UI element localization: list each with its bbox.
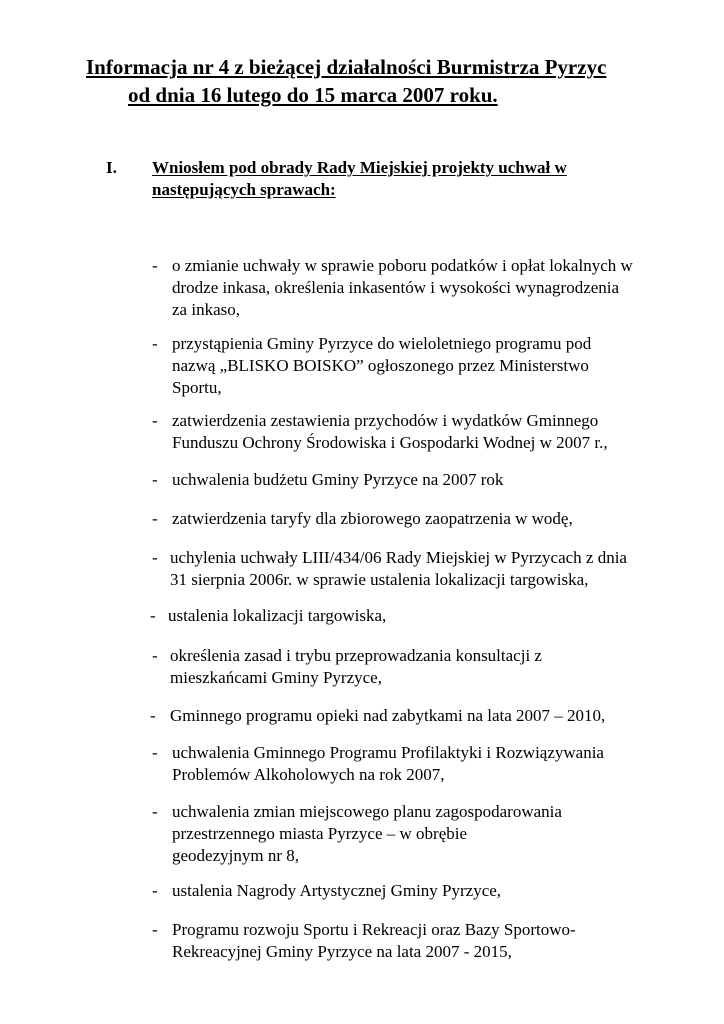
list-item-text bbox=[172, 255, 633, 321]
list-item-line: ustalenia Nagrody Artystycznej Gminy Pyrzyce, bbox=[172, 881, 502, 900]
list-item-line: uchylenia uchwały LIII/434/06 Rady Miejskiej w Pyrzycach z dnia bbox=[170, 548, 627, 567]
list-item-text bbox=[172, 880, 501, 902]
list-item-text bbox=[168, 605, 386, 627]
list-item-line: Problemów Alkoholowych na rok 2007, bbox=[172, 765, 445, 784]
list-item-line: uchwalenia budżetu Gminy Pyrzyce na 2007 rok bbox=[172, 470, 504, 489]
list-item-line: zatwierdzenia zestawienia przychodów i wydatków Gminnego bbox=[172, 411, 599, 430]
list-item-line: uchwalenia Gminnego Programu Profilaktyki i Rozwiązywania bbox=[172, 743, 604, 762]
document-title bbox=[86, 53, 686, 109]
list-dash: - bbox=[152, 743, 158, 762]
list-item-text bbox=[172, 742, 604, 786]
list-item-text bbox=[172, 333, 591, 399]
title-line-2: od dnia 16 lutego do 15 marca 2007 roku. bbox=[128, 83, 498, 107]
list-item-line: za inkaso, bbox=[172, 300, 240, 319]
list-item-text bbox=[170, 547, 627, 591]
list-item-text bbox=[172, 410, 608, 454]
list-item-line: przestrzennego miasta Pyrzyce – w obrębie bbox=[172, 824, 468, 843]
list-dash: - bbox=[152, 548, 158, 567]
list-item-text bbox=[170, 645, 542, 689]
list-dash: - bbox=[152, 802, 158, 821]
list-item-line: określenia zasad i trybu przeprowadzania konsultacji z bbox=[170, 646, 542, 665]
section-heading bbox=[152, 157, 652, 201]
list-item-line: 31 sierpnia 2006r. w sprawie ustalenia lokalizacji targowiska, bbox=[170, 570, 589, 589]
list-item-line: geodezyjnym nr 8, bbox=[172, 846, 299, 865]
title-line-1: Informacja nr 4 z bieżącej działalności Burmistrza Pyrzyc bbox=[86, 55, 607, 79]
list-item-text bbox=[172, 919, 576, 963]
list-item-line: uchwalenia zmian miejscowego planu zagospodarowania bbox=[172, 802, 562, 821]
list-item-text bbox=[172, 469, 503, 491]
list-item-line: zatwierdzenia taryfy dla zbiorowego zaopatrzenia w wodę, bbox=[172, 509, 573, 528]
list-dash: - bbox=[150, 706, 156, 725]
list-dash: - bbox=[152, 334, 158, 353]
list-item-line: drodze inkasa, określenia inkasentów i wysokości wynagrodzenia bbox=[172, 278, 620, 297]
list-item-line: Funduszu Ochrony Środowiska i Gospodarki Wodnej w 2007 r., bbox=[172, 433, 608, 452]
list-item-line: Gminnego programu opieki nad zabytkami na lata 2007 – 2010, bbox=[170, 706, 606, 725]
list-item-text bbox=[172, 508, 573, 530]
list-item-line: Rekreacyjnej Gminy Pyrzyce na lata 2007 - 2015, bbox=[172, 942, 512, 961]
list-item-line: nazwą „BLISKO BOISKO” ogłoszonego przez Ministerstwo bbox=[172, 356, 589, 375]
list-item-line: Programu rozwoju Sportu i Rekreacji oraz Bazy Sportowo- bbox=[172, 920, 576, 939]
list-dash: - bbox=[152, 256, 158, 275]
list-dash: - bbox=[152, 411, 158, 430]
list-dash: - bbox=[150, 606, 156, 625]
section-heading-line-1: Wniosłem pod obrady Rady Miejskiej projekty uchwał w bbox=[152, 158, 567, 177]
list-dash: - bbox=[152, 920, 158, 939]
list-dash: - bbox=[152, 881, 158, 900]
list-dash: - bbox=[152, 646, 158, 665]
section-number: I. bbox=[106, 158, 117, 177]
list-item-line: ustalenia lokalizacji targowiska, bbox=[168, 606, 387, 625]
list-item-line: mieszkańcami Gminy Pyrzyce, bbox=[170, 668, 382, 687]
list-item-line: o zmianie uchwały w sprawie poboru podatków i opłat lokalnych w bbox=[172, 256, 633, 275]
list-item-text bbox=[172, 801, 562, 867]
list-item-text bbox=[170, 705, 605, 727]
list-dash: - bbox=[152, 509, 158, 528]
list-item-line: przystąpienia Gminy Pyrzyce do wieloletniego programu pod bbox=[172, 334, 592, 353]
list-dash: - bbox=[152, 470, 158, 489]
list-item-line: Sportu, bbox=[172, 378, 222, 397]
section-heading-line-2: następujących sprawach: bbox=[152, 180, 336, 199]
